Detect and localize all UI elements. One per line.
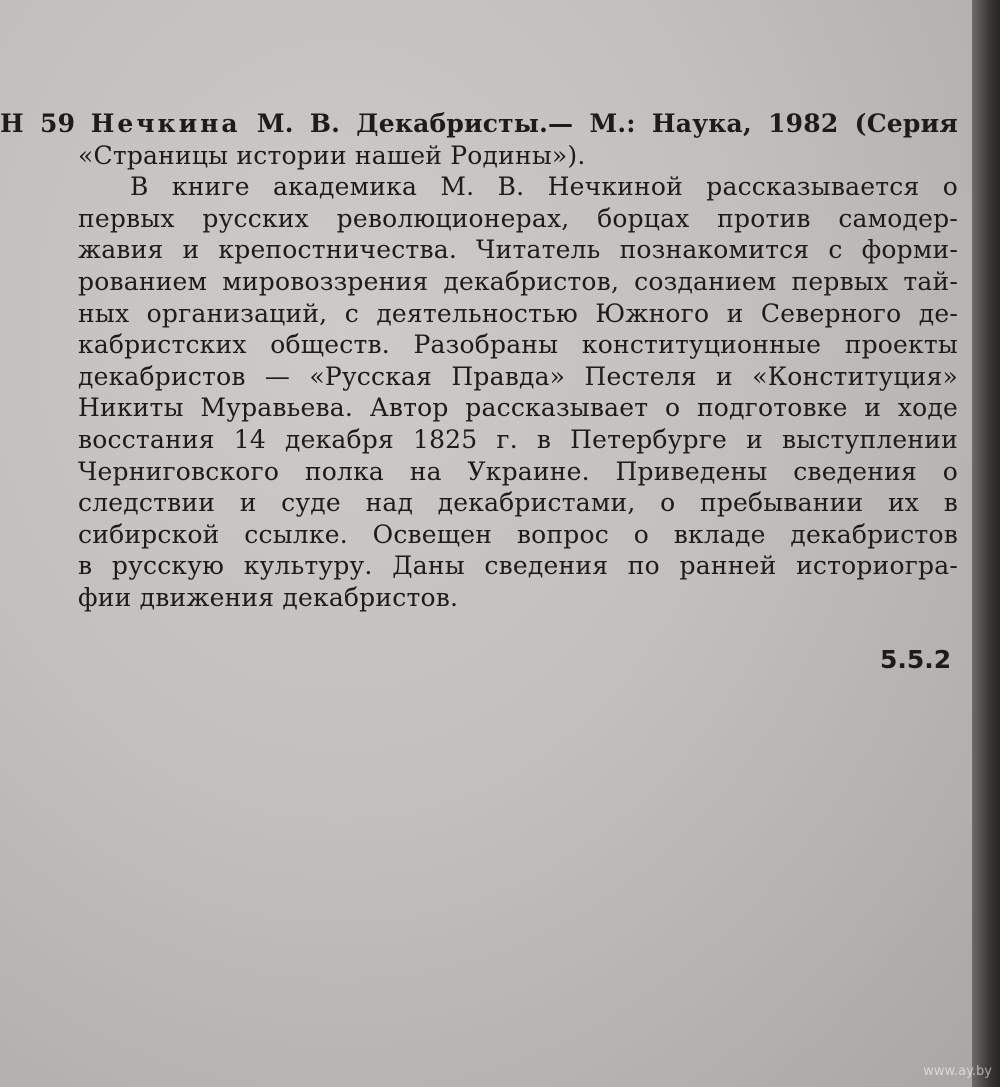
annotation-line: рованием мировоззрения декабристов, созданием первых тай-	[78, 266, 958, 296]
annotation-line: первых русских революционерах, борцах против самодер-	[78, 203, 958, 233]
annotation-line: декабристов — «Русская Правда» Пестеля и «Конституция»	[78, 361, 958, 391]
entry-code: Н 59	[0, 109, 76, 138]
bibliographic-card	[0, 108, 968, 614]
watermark: www.ay.by	[923, 1064, 992, 1079]
page-shadow-edge	[972, 0, 1000, 1087]
annotation-line: Никиты Муравьева. Автор рассказывает о подготовке и ходе	[78, 393, 958, 423]
annotation-line: кабристских обществ. Разобраны конституционные проекты	[78, 330, 958, 360]
annotation-line: сибирской ссылке. Освещен вопрос о вкладе декабристов	[78, 519, 958, 549]
entry-series-line: «Страницы истории нашей Родины»).	[78, 140, 586, 170]
annotation-line: Черниговского полка на Украине. Приведены сведения о	[78, 456, 958, 486]
classification-index: 5.5.2	[880, 645, 952, 674]
annotation-line: жавия и крепостничества. Читатель познакомится с форми-	[78, 235, 958, 265]
annotation-line: фии движения декабристов.	[78, 582, 459, 612]
annotation-line: следствии и суде над декабристами, о пребывании их в	[78, 488, 958, 518]
entry-title: М. В. Декабристы.— М.: Наука, 1982 (Серия	[240, 109, 958, 138]
annotation-line: восстания 14 декабря 1825 г. в Петербурге и выступлении	[78, 424, 958, 454]
entry-author: Нечкина	[90, 109, 241, 138]
entry-heading-line	[0, 108, 968, 140]
annotation-line: ных организаций, с деятельностью Южного и Северного де-	[78, 298, 958, 328]
annotation-line: В книге академика М. В. Нечкиной рассказывается о	[130, 172, 958, 202]
annotation-line: в русскую культуру. Даны сведения по ранней историогра-	[78, 551, 958, 581]
